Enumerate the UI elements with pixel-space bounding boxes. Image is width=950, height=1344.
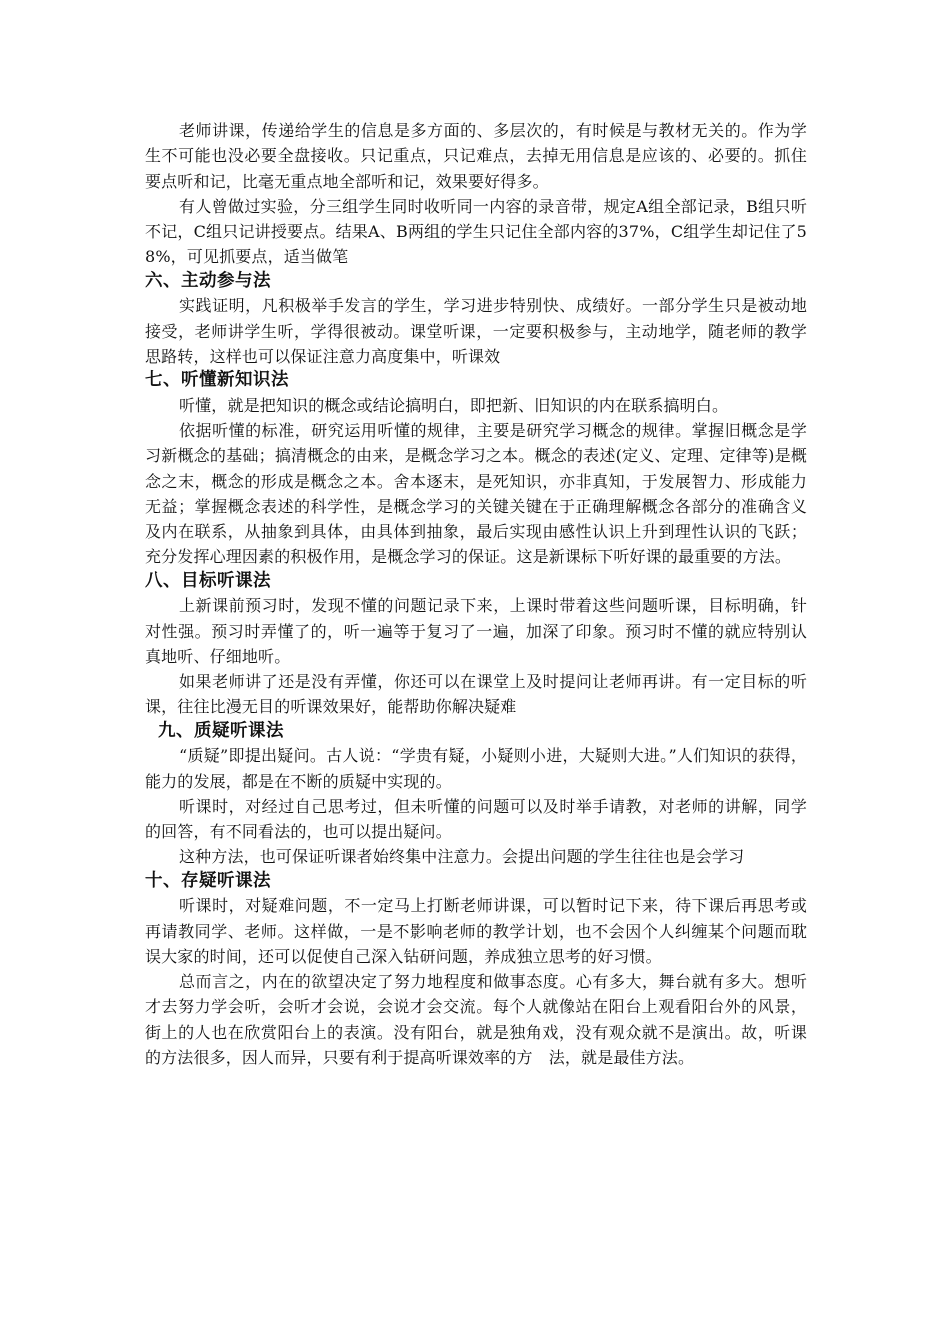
section-heading-8: 八、目标听课法 (145, 570, 271, 591)
section-heading-10: 十、存疑听课法 (145, 870, 271, 891)
paragraph: 如果老师讲了还是没有弄懂，你还可以在课堂上及时提问让老师再讲。有一定目标的听课，往往比漫无目的听课效果好，能帮助你解决疑难 (145, 672, 807, 717)
paragraph: 总而言之，内在的欲望决定了努力地程度和做事态度。心有多大，舞台就有多大。想听才去努力学会听，会听才会说，会说才会交流。每个人就像站在阳台上观看阳台外的风景，街上的人也在欣赏阳台上的表演。没有阳台，就是独角戏，没有观众就不是演出。故，听课的方法很多，因人而异，只要有利于提高听课效率的方 法，就是最佳方法。 (145, 972, 807, 1067)
paragraph: 上新课前预习时，发现不懂的问题记录下来，上课时带着这些问题听课，目标明确，针对性强。预习时弄懂了的，听一遍等于复习了一遍，加深了印象。预习时不懂的就应特别认真地听、仔细地听。 (145, 596, 807, 666)
paragraph: 有人曾做过实验，分三组学生同时收听同一内容的录音带，规定A组全部记录，B组只听不记，C组只记讲授要点。结果A、B两组的学生只记住全部内容的37%，C组学生却记住了58%，可见抓要点，适当做笔 (145, 196, 807, 267)
paragraph: 实践证明，凡积极举手发言的学生，学习进步特别快、成绩好。一部分学生只是被动地接受，老师讲学生听，学得很被动。课堂听课，一定要积极参与，主动地学，随老师的教学思路转，这样也可以保证注意力高度集中，听课效 (145, 296, 807, 366)
paragraph: 这种方法，也可保证听课者始终集中注意力。会提出问题的学生往往也是会学习 (179, 847, 745, 867)
section-heading-9: 九、质疑听课法 (158, 720, 284, 741)
section-heading-7: 七、听懂新知识法 (145, 370, 289, 391)
paragraph: 依据听懂的标准，研究运用听懂的规律，主要是研究学习概念的规律。掌握旧概念是学习新概念的基础；搞清概念的由来，是概念学习之本。概念的表述(定义、定理、定律等)是概念之末，概念的形成是概念之本。舍本逐末，是死知识，亦非真知，于发展智力、形成能力无益；掌握概念表述的科学性，是概念学习的关键关键在于正确理解概念各部分的准确含义及内在联系，从抽象到具体，由具体到抽象，最后实现由感性认识上升到理性认识的飞跃；充分发挥心理因素的积极作用，是概念学习的保证。这是新课标下听好课的最重要的方法。 (145, 420, 807, 567)
paragraph: 听懂，就是把知识的概念或结论搞明白，即把新、旧知识的内在联系搞明白。 (179, 395, 729, 415)
paragraph: 老师讲课，传递给学生的信息是多方面的、多层次的，有时候是与教材无关的。作为学生不可能也没必要全盘接收。只记重点，只记难点，去掉无用信息是应该的、必要的。抓住要点听和记，比毫无重点地全部听和记，效果要好得多。 (145, 121, 807, 191)
document-page (145, 118, 807, 1070)
paragraph: 听课时，对经过自己思考过，但未听懂的问题可以及时举手请教，对老师的讲解，同学的回答，有不同看法的，也可以提出疑问。 (145, 796, 807, 842)
paragraph: 听课时，对疑难问题，不一定马上打断老师讲课，可以暂时记下来，待下课后再思考或再请教同学、老师。这样做，一是不影响老师的教学计划，也不会因个人纠缠某个问题而耽误大家的时间，还可以促使自己深入钻研问题，养成独立思考的好习惯。 (145, 896, 807, 966)
paragraph: “质疑”即提出疑问。古人说：“学贵有疑，小疑则小进，大疑则大进。”人们知识的获得，能力的发展，都是在不断的质疑中实现的。 (145, 746, 807, 791)
section-heading-6: 六、主动参与法 (145, 270, 271, 291)
